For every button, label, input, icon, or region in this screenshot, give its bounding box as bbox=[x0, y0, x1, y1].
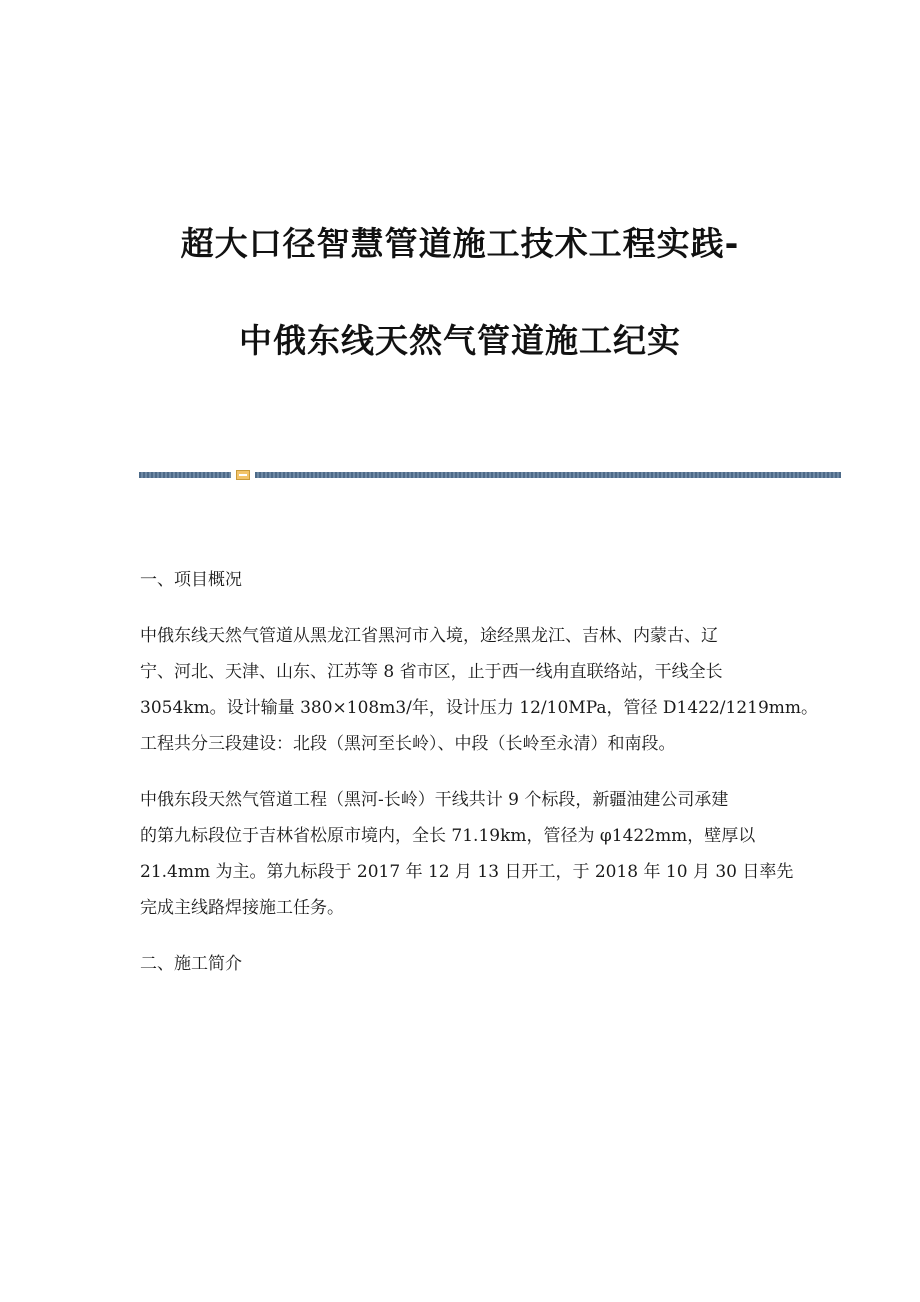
section-heading-construction: 二、施工简介 bbox=[140, 954, 242, 974]
text-line: 中俄东段天然气管道工程（黑河-长岭）干线共计 9 个标段，新疆油建公司承建 bbox=[140, 790, 729, 810]
document-title-line-1: 超大口径智慧管道施工技术工程实践- bbox=[180, 224, 740, 263]
text-line: 完成主线路焊接施工任务。 bbox=[140, 898, 344, 918]
divider-bar-left bbox=[139, 472, 231, 478]
divider-ornament-icon bbox=[236, 470, 250, 480]
text-line: 21.4mm 为主。第九标段于 2017 年 12 月 13 日开工，于 2018 年 10 月 30 日率先 bbox=[140, 862, 794, 882]
text-line: 的第九标段位于吉林省松原市境内，全长 71.19km，管径为 φ1422mm，壁厚以 bbox=[140, 826, 756, 846]
text-line: 工程共分三段建设：北段（黑河至长岭）、中段（长岭至永清）和南段。 bbox=[140, 734, 676, 754]
paragraph-overview-2 bbox=[140, 782, 794, 926]
decorative-divider bbox=[139, 470, 841, 480]
text-line: 3054km。设计输量 380×108m3/年，设计压力 12/10MPa，管径 D1422/1219mm。 bbox=[140, 698, 819, 718]
divider-bar-right bbox=[255, 472, 841, 478]
section-heading-overview: 一、项目概况 bbox=[140, 570, 242, 590]
text-line: 宁、河北、天津、山东、江苏等 8 省市区，止于西一线甪直联络站，干线全长 bbox=[140, 662, 723, 682]
document-title-line-2: 中俄东线天然气管道施工纪实 bbox=[239, 321, 681, 360]
document-body bbox=[140, 562, 819, 1002]
paragraph-overview-1 bbox=[140, 618, 819, 762]
text-line: 中俄东线天然气管道从黑龙江省黑河市入境，途经黑龙江、吉林、内蒙古、辽 bbox=[140, 626, 718, 646]
